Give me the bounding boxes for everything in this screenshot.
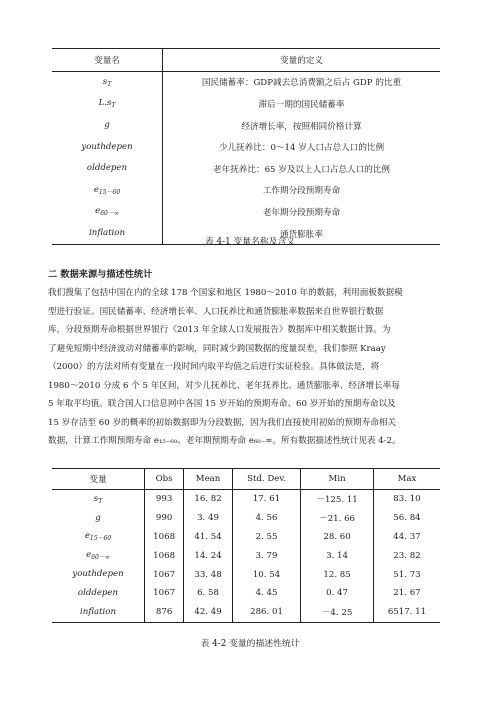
table-row xyxy=(52,603,440,622)
std-dev-cell: 4. 45 xyxy=(232,584,300,603)
obs-cell: 1067 xyxy=(145,584,184,603)
max-cell: 51. 73 xyxy=(373,565,440,584)
table-row xyxy=(52,565,440,584)
variable-name: $s_T$ xyxy=(93,493,103,505)
variable-definition-table xyxy=(52,48,440,245)
header-min: Min xyxy=(301,469,374,490)
variable-name: $e_{15-60}$ xyxy=(93,184,121,196)
mean-cell: 33. 48 xyxy=(184,565,233,584)
mean-cell: 3. 49 xyxy=(184,509,233,528)
variable-name: youthdepen xyxy=(72,569,124,580)
paragraph-line: 数据，计算工作期预期寿命 e₁₅₋₆₀、老年期预期寿命 e₆₀₋∞。所有数据描述性统计见表 4-2。 xyxy=(48,436,401,446)
obs-cell: 990 xyxy=(145,509,184,528)
header-mean: Mean xyxy=(184,469,233,490)
variable-name: $s_T$ xyxy=(102,76,112,88)
mean-cell: 41. 54 xyxy=(184,528,233,547)
table-caption: 表 4-1 变量名称及含义 xyxy=(204,237,296,247)
header-variable-definition: 变量的定义 xyxy=(163,49,441,72)
table-row xyxy=(52,180,440,202)
std-dev-cell: 4. 56 xyxy=(232,509,300,528)
mean-cell: 14. 24 xyxy=(184,546,233,565)
body-paragraph xyxy=(48,284,452,451)
table-row xyxy=(52,201,440,223)
mean-cell: 42. 49 xyxy=(184,603,233,622)
max-cell: 6517. 11 xyxy=(373,603,440,622)
paragraph-line: （2000）的方法对所有变量在一段时间内取平均值之后进行实证检验。具体做法是，将 xyxy=(48,362,380,372)
obs-cell: 1068 xyxy=(145,528,184,547)
table-row xyxy=(52,158,440,180)
min-cell: 0. 47 xyxy=(301,584,374,603)
obs-cell: 876 xyxy=(145,603,184,622)
variable-definition: 滞后一期的国民储蓄率 xyxy=(163,93,441,115)
obs-cell: 993 xyxy=(145,490,184,509)
obs-cell: 1067 xyxy=(145,565,184,584)
descriptive-statistics-table xyxy=(52,468,440,623)
variable-name: $e_{60-\infty}$ xyxy=(86,550,110,562)
variable-name: youthdepen xyxy=(81,141,133,152)
variable-name: olddepen xyxy=(86,163,128,174)
header-obs: Obs xyxy=(145,469,184,490)
variable-definition: 老年期分段预期寿命 xyxy=(163,201,441,223)
variable-name: olddepen xyxy=(77,587,119,598)
obs-cell: 1068 xyxy=(145,546,184,565)
table-caption: 表 4-2 变量的描述性统计 xyxy=(200,639,300,649)
paragraph-line: 15 岁存活至 60 岁的概率的初始数据即为分段数据，因为我们直接使用初始的预期寿命相关 xyxy=(48,417,397,428)
header-max: Max xyxy=(373,469,440,490)
table-header-row xyxy=(52,49,440,72)
paragraph-line: 5 年取平均值。联合国人口信息网中各国 15 岁开始的预期寿命、60 岁开始的预期寿命以及 xyxy=(48,399,396,409)
min-cell: －21. 66 xyxy=(301,509,374,528)
variable-definition: 少儿抚养比：0～14 岁人口占总人口的比例 xyxy=(163,136,441,158)
table-row xyxy=(52,93,440,115)
header-variable-name: 变量名 xyxy=(52,49,163,72)
max-cell: 44. 37 xyxy=(373,528,440,547)
variable-definition: 经济增长率，按照相同价格计算 xyxy=(163,115,441,137)
table-header-row xyxy=(52,469,440,490)
header-variable: 变量 xyxy=(52,469,145,490)
max-cell: 21. 67 xyxy=(373,584,440,603)
variable-name: $e_{15-60}$ xyxy=(84,531,112,543)
table-row xyxy=(52,546,440,565)
variable-name: $e_{60-\infty}$ xyxy=(95,206,119,218)
min-cell: －125. 11 xyxy=(301,490,374,509)
mean-cell: 6. 58 xyxy=(184,584,233,603)
paragraph-line: 了避免短期中经济波动对储蓄率的影响，同时减少跨国数据的度量误差，我们参照 Kraay xyxy=(48,343,386,354)
max-cell: 23. 82 xyxy=(373,546,440,565)
std-dev-cell: 286. 01 xyxy=(232,603,300,622)
section-heading: 二 数据来源与描述性统计 xyxy=(48,269,153,280)
table-row xyxy=(52,584,440,603)
paragraph-line: 我们搜集了包括中国在内的全球 178 个国家和地区 1980～2010 年的数据，利用面板数据模 xyxy=(48,288,403,298)
paragraph-line: 型进行验证。国民储蓄率、经济增长率、人口抚养比和通货膨胀率数据来自世界银行数据 xyxy=(48,306,384,317)
min-cell: －4. 25 xyxy=(301,603,374,622)
variable-name: $L.s_T$ xyxy=(98,98,116,110)
std-dev-cell: 3. 79 xyxy=(232,546,300,565)
paragraph-line: 1980～2010 分成 6 个 5 年区间，对少儿抚养比、老年抚养比、通货膨胀率、经济增长率每 xyxy=(48,380,400,391)
variable-name: g xyxy=(95,512,101,523)
table-row xyxy=(52,528,440,547)
variable-definition: 国民储蓄率：GDP减去总消费额之后占 GDP 的比重 xyxy=(163,71,441,93)
table-row xyxy=(52,136,440,158)
table-row xyxy=(52,509,440,528)
table-row xyxy=(52,490,440,509)
min-cell: 3. 14 xyxy=(301,546,374,565)
std-dev-cell: 2. 55 xyxy=(232,528,300,547)
variable-definition: 老年抚养比：65 岁及以上人口占总人口的比例 xyxy=(163,158,441,180)
mean-cell: 16. 82 xyxy=(184,490,233,509)
max-cell: 56. 84 xyxy=(373,509,440,528)
variable-name: inflation xyxy=(52,223,163,245)
min-cell: 28. 60 xyxy=(301,528,374,547)
std-dev-cell: 17. 61 xyxy=(232,490,300,509)
variable-definition: 通货膨胀率 xyxy=(163,223,441,245)
min-cell: 12. 85 xyxy=(301,565,374,584)
variable-name: g xyxy=(104,120,110,131)
max-cell: 83. 10 xyxy=(373,490,440,509)
table-row xyxy=(52,115,440,137)
variable-name: inflation xyxy=(52,603,145,622)
table-row xyxy=(52,71,440,93)
variable-definition: 工作期分段预期寿命 xyxy=(163,180,441,202)
header-std-dev: Std. Dev. xyxy=(232,469,300,490)
std-dev-cell: 10. 54 xyxy=(232,565,300,584)
paragraph-line: 库，分段预期寿命根据世界银行《2013 年全球人口发展报告》数据库中相关数据计算。为 xyxy=(48,325,391,335)
